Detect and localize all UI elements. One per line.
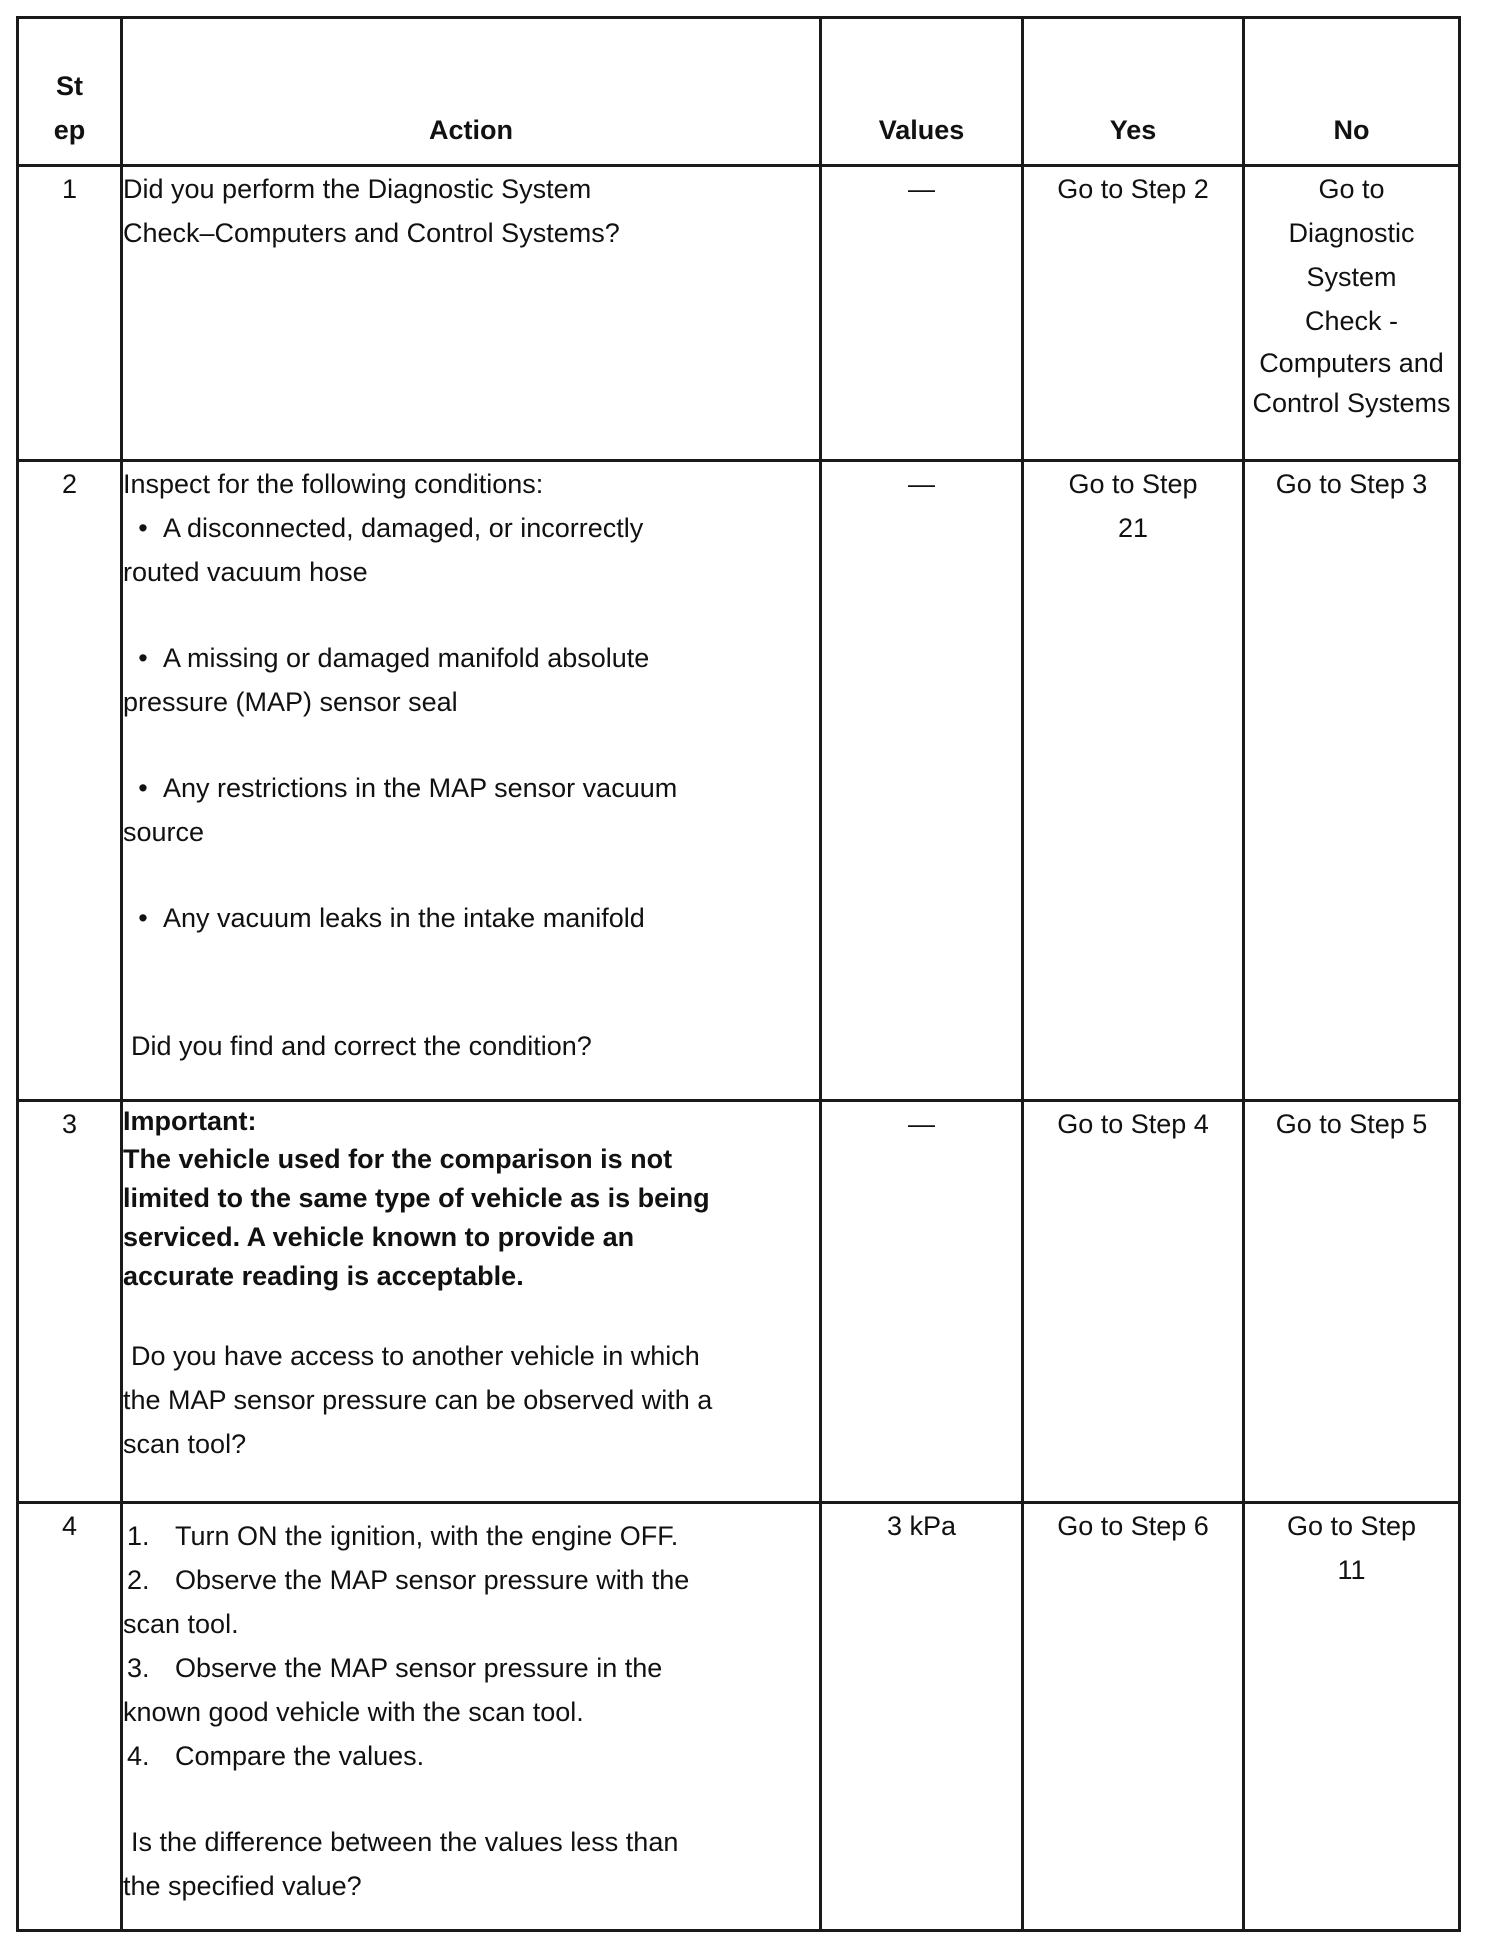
table-row: [18, 1503, 1460, 1931]
values-cell: —: [821, 1101, 1023, 1503]
step-text: Observe the MAP sensor pressure with the: [175, 1565, 690, 1595]
list-item: [123, 766, 819, 810]
values-cell: —: [821, 461, 1023, 1101]
important-text: The vehicle used for the comparison is not: [123, 1144, 673, 1174]
action-text: Check–Computers and Control Systems?: [123, 218, 620, 248]
yes-cell: Go to Step 6: [1023, 1503, 1244, 1931]
table-row: [18, 1101, 1460, 1503]
important-text: limited to the same type of vehicle as is being: [123, 1183, 710, 1213]
yes-cell: Go to Step 2: [1023, 166, 1244, 461]
no-cell: Go to Step 5: [1244, 1101, 1460, 1503]
action-intro: Inspect for the following conditions:: [123, 469, 544, 499]
action-cell: [122, 1503, 821, 1931]
table-row: [18, 461, 1460, 1101]
yes-cell: [1023, 461, 1244, 1101]
no-text: Diagnostic: [1288, 218, 1415, 248]
step-num-mark: 4.: [127, 1741, 150, 1771]
no-text: Go to: [1318, 174, 1385, 204]
important-text: serviced. A vehicle known to provide an: [123, 1222, 635, 1252]
action-question: Did you find and correct the condition?: [131, 1031, 592, 1061]
no-text: Check -: [1304, 306, 1399, 336]
bullet-text: A missing or damaged manifold absolute: [163, 643, 650, 673]
bullet-mark: •: [138, 903, 148, 933]
bullet-mark: •: [138, 643, 148, 673]
action-question: scan tool?: [123, 1429, 247, 1459]
action-text: Did you perform the Diagnostic System: [123, 174, 592, 204]
no-cell: [1244, 1503, 1460, 1931]
no-text: 11: [1337, 1555, 1366, 1585]
no-text: System: [1306, 262, 1397, 292]
list-item: [123, 506, 819, 550]
list-item: [123, 1734, 819, 1778]
important-title: Important:: [123, 1106, 257, 1136]
step-text: Compare the values.: [175, 1741, 425, 1771]
bullet-text: Any vacuum leaks in the intake manifold: [163, 903, 645, 933]
bullet-text: source: [123, 817, 205, 847]
bullet-text: routed vacuum hose: [123, 557, 368, 587]
list-item: [123, 1558, 819, 1602]
no-text: Computers and: [1259, 348, 1444, 378]
step-number: 3: [18, 1101, 122, 1503]
yes-text: Go to Step: [1068, 469, 1198, 499]
header-action: Action: [122, 18, 821, 166]
action-question: Do you have access to another vehicle in which: [131, 1341, 700, 1371]
action-question: the MAP sensor pressure can be observed with a: [123, 1385, 713, 1415]
action-cell: [122, 166, 821, 461]
bullet-text: Any restrictions in the MAP sensor vacuum: [163, 773, 678, 803]
values-cell: —: [821, 166, 1023, 461]
yes-cell: Go to Step 4: [1023, 1101, 1244, 1503]
step-text: known good vehicle with the scan tool.: [123, 1697, 584, 1727]
step-num-mark: 2.: [127, 1565, 150, 1595]
important-text: accurate reading is acceptable.: [123, 1261, 524, 1291]
no-text: Control Systems: [1252, 388, 1451, 418]
yes-text: 21: [1117, 513, 1149, 543]
values-cell: 3 kPa: [821, 1503, 1023, 1931]
step-number: 2: [18, 461, 122, 1101]
header-no: No: [1244, 18, 1460, 166]
step-num-mark: 3.: [127, 1653, 150, 1683]
bullet-mark: •: [138, 513, 148, 543]
table-row: [18, 166, 1460, 461]
header-step: [18, 18, 122, 166]
step-number: 1: [18, 166, 122, 461]
step-text: Observe the MAP sensor pressure in the: [175, 1653, 663, 1683]
bullet-mark: •: [138, 773, 148, 803]
list-item: [123, 1514, 819, 1558]
header-step-line1: St: [56, 71, 83, 101]
action-cell: [122, 1101, 821, 1503]
step-text: scan tool.: [123, 1609, 239, 1639]
header-yes: Yes: [1023, 18, 1244, 166]
step-num-mark: 1.: [127, 1521, 150, 1551]
action-cell: [122, 461, 821, 1101]
diagnostic-table: [16, 16, 1461, 1932]
header-step-line2: ep: [53, 115, 86, 145]
action-question: Is the difference between the values less than: [131, 1827, 679, 1857]
header-values: Values: [821, 18, 1023, 166]
step-number: 4: [18, 1503, 122, 1931]
no-cell: Go to Step 3: [1244, 461, 1460, 1101]
bullet-text: A disconnected, damaged, or incorrectly: [163, 513, 644, 543]
bullet-text: pressure (MAP) sensor seal: [123, 687, 458, 717]
action-question: the specified value?: [123, 1871, 362, 1901]
no-cell: [1244, 166, 1460, 461]
step-text: Turn ON the ignition, with the engine OFF.: [175, 1521, 679, 1551]
no-text: Go to Step: [1286, 1511, 1417, 1541]
list-item: [123, 1646, 819, 1690]
list-item: [123, 636, 819, 680]
list-item: [123, 896, 819, 940]
header-row: [18, 18, 1460, 166]
